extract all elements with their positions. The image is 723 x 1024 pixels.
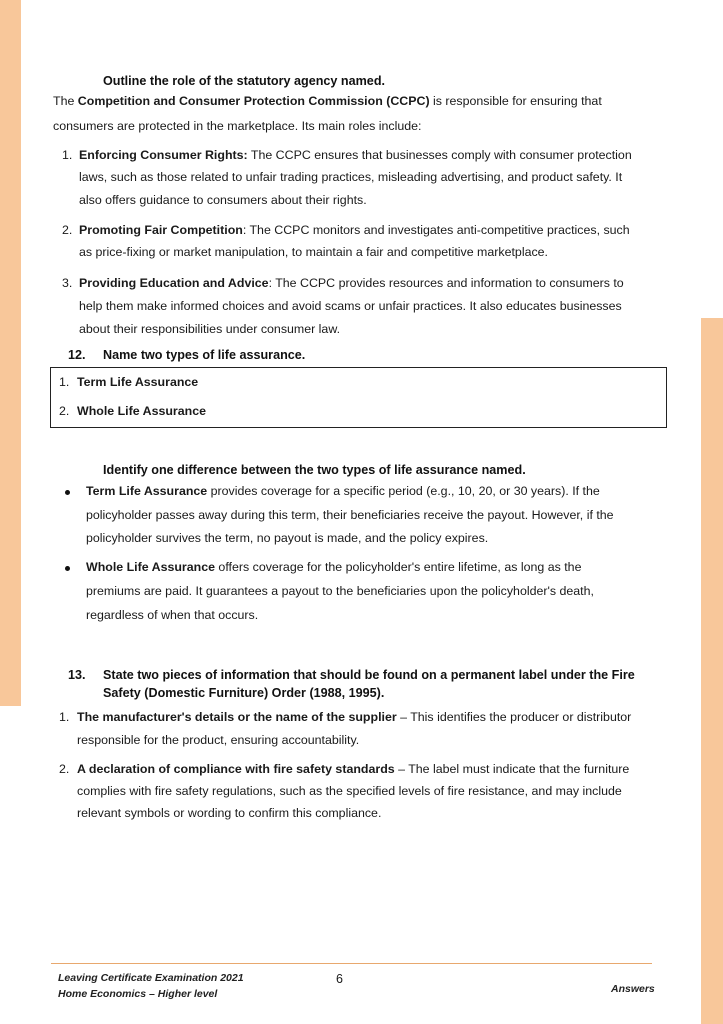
list-number: 1.: [59, 710, 70, 724]
left-accent-bar: [0, 0, 21, 706]
list-number: 2.: [59, 762, 70, 776]
bullet-icon: [65, 490, 70, 495]
footer-exam-title: Leaving Certificate Examination 2021: [58, 972, 244, 984]
ccpc-intro-line1: The Competition and Consumer Protection Commission (CCPC) is responsible for ensuring that: [53, 94, 602, 108]
ccpc-item-title: Promoting Fair Competition: [79, 223, 243, 237]
list-number: 1.: [59, 375, 70, 389]
question-13-prompt-line1: State two pieces of information that should be found on a permanent label under the Fire: [103, 668, 635, 682]
question-13-prompt-line2: Safety (Domestic Furniture) Order (1988, 1995).: [103, 686, 385, 700]
list-number: 3.: [62, 276, 73, 290]
footer-section: Answers: [611, 983, 655, 995]
ccpc-intro-line2: consumers are protected in the marketplace. Its main roles include:: [53, 119, 422, 133]
ccpc-item-title: Providing Education and Advice: [79, 276, 269, 290]
footer-divider: [51, 963, 652, 964]
answer-whole-life: Whole Life Assurance: [77, 404, 206, 418]
list-number: 2.: [62, 223, 73, 237]
list-number: 1.: [62, 148, 73, 162]
difference-heading: Identify one difference between the two types of life assurance named.: [103, 463, 526, 477]
right-accent-bar: [701, 318, 723, 1024]
ccpc-item-title: Enforcing Consumer Rights:: [79, 148, 248, 162]
list-number: 2.: [59, 404, 70, 418]
footer-subject: Home Economics – Higher level: [58, 988, 218, 1000]
ccpc-heading: Outline the role of the statutory agency named.: [103, 74, 386, 88]
bullet-icon: [65, 566, 70, 571]
answer-term-life: Term Life Assurance: [77, 375, 199, 389]
question-12-prompt: Name two types of life assurance.: [103, 348, 306, 362]
question-13-number: 13.: [68, 668, 86, 682]
page-number: 6: [336, 972, 343, 986]
question-12-number: 12.: [68, 348, 86, 362]
